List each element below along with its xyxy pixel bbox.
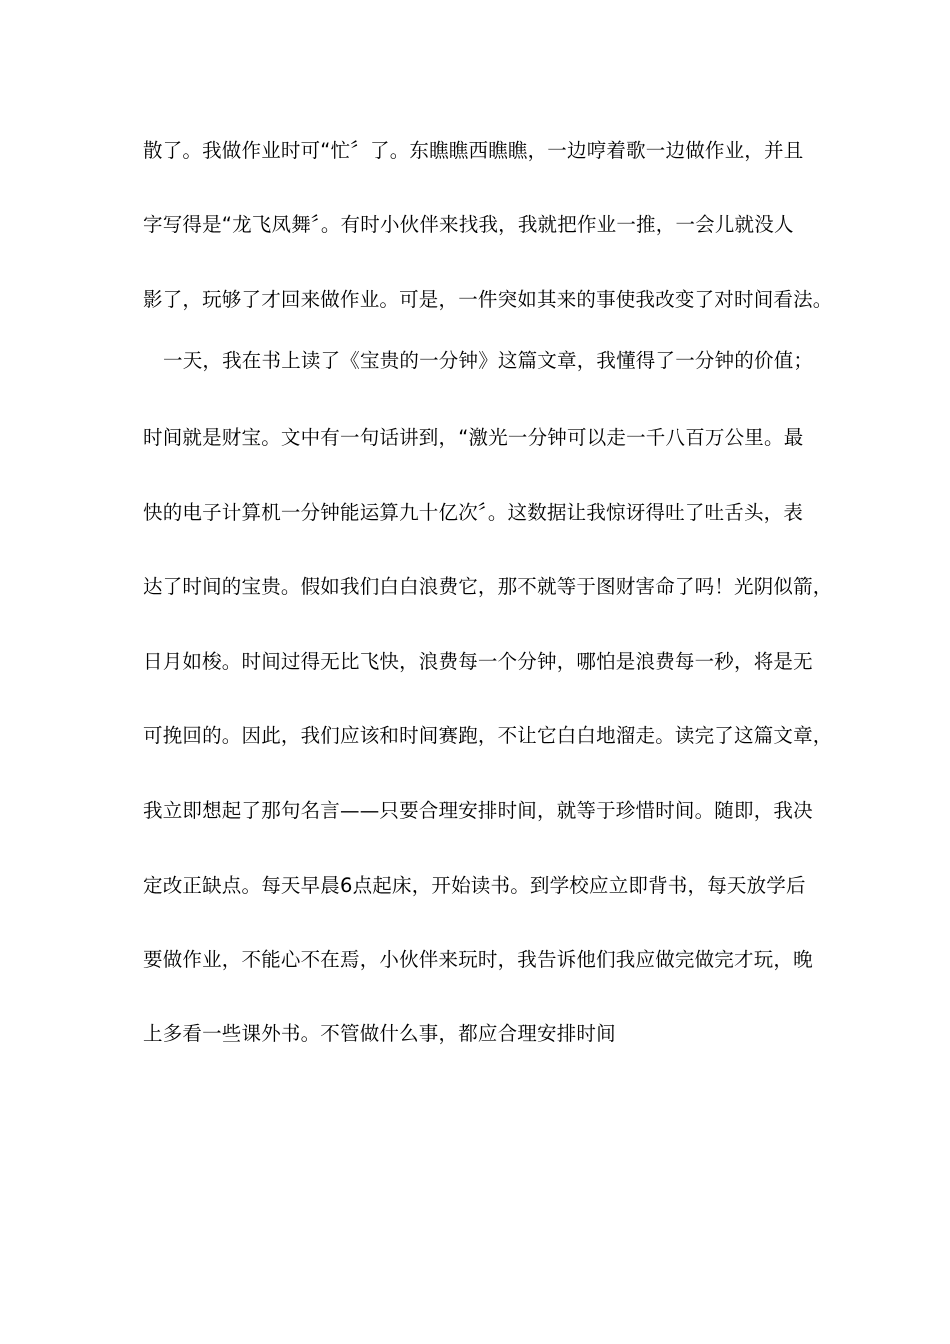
text-line-4: 一天，我在书上读了《宝贵的一分钟》这篇文章，我懂得了一分钟的价值； (163, 349, 814, 372)
text-line-2: 字写得是“龙飞凤舞〞。有时小伙伴来找我，我就把作业一推，一会儿就没人 (143, 213, 794, 236)
text-line-5: 时间就是财宝。文中有一句话讲到，“激光一分钟可以走一千八百万公里。最 (143, 426, 804, 449)
text-line-3: 影了，玩够了才回来做作业。可是，一件突如其来的事使我改变了对时间看法。 (143, 288, 833, 311)
text-line-12: 要做作业，不能心不在焉，小伙伴来玩时，我告诉他们我应做完做完才玩，晚 (143, 948, 813, 971)
text-line-6: 快的电子计算机一分钟能运算九十亿次〞。这数据让我惊讶得吐了吐舌头，表 (143, 501, 804, 524)
text-line-1: 散了。我做作业时可“忙〞了。东瞧瞧西瞧瞧，一边哼着歌一边做作业，并且 (143, 139, 804, 162)
text-line-11: 定改正缺点。每天早晨6点起床，开始读书。到学校应立即背书，每天放学后 (143, 874, 806, 897)
text-line-13: 上多看一些课外书。不管做什么事，都应合理安排时间 (143, 1022, 616, 1045)
text-line-9: 可挽回的。因此，我们应该和时间赛跑，不让它白白地溜走。读完了这篇文章， (143, 724, 833, 747)
text-line-10: 我立即想起了那句名言——只要合理安排时间，就等于珍惜时间。随即，我决 (143, 799, 813, 822)
text-line-7: 达了时间的宝贵。假如我们白白浪费它，那不就等于图财害命了吗！光阴似箭， (143, 575, 833, 598)
text-line-8: 日月如梭。时间过得无比飞快，浪费每一个分钟，哪怕是浪费每一秒，将是无 (143, 650, 813, 673)
